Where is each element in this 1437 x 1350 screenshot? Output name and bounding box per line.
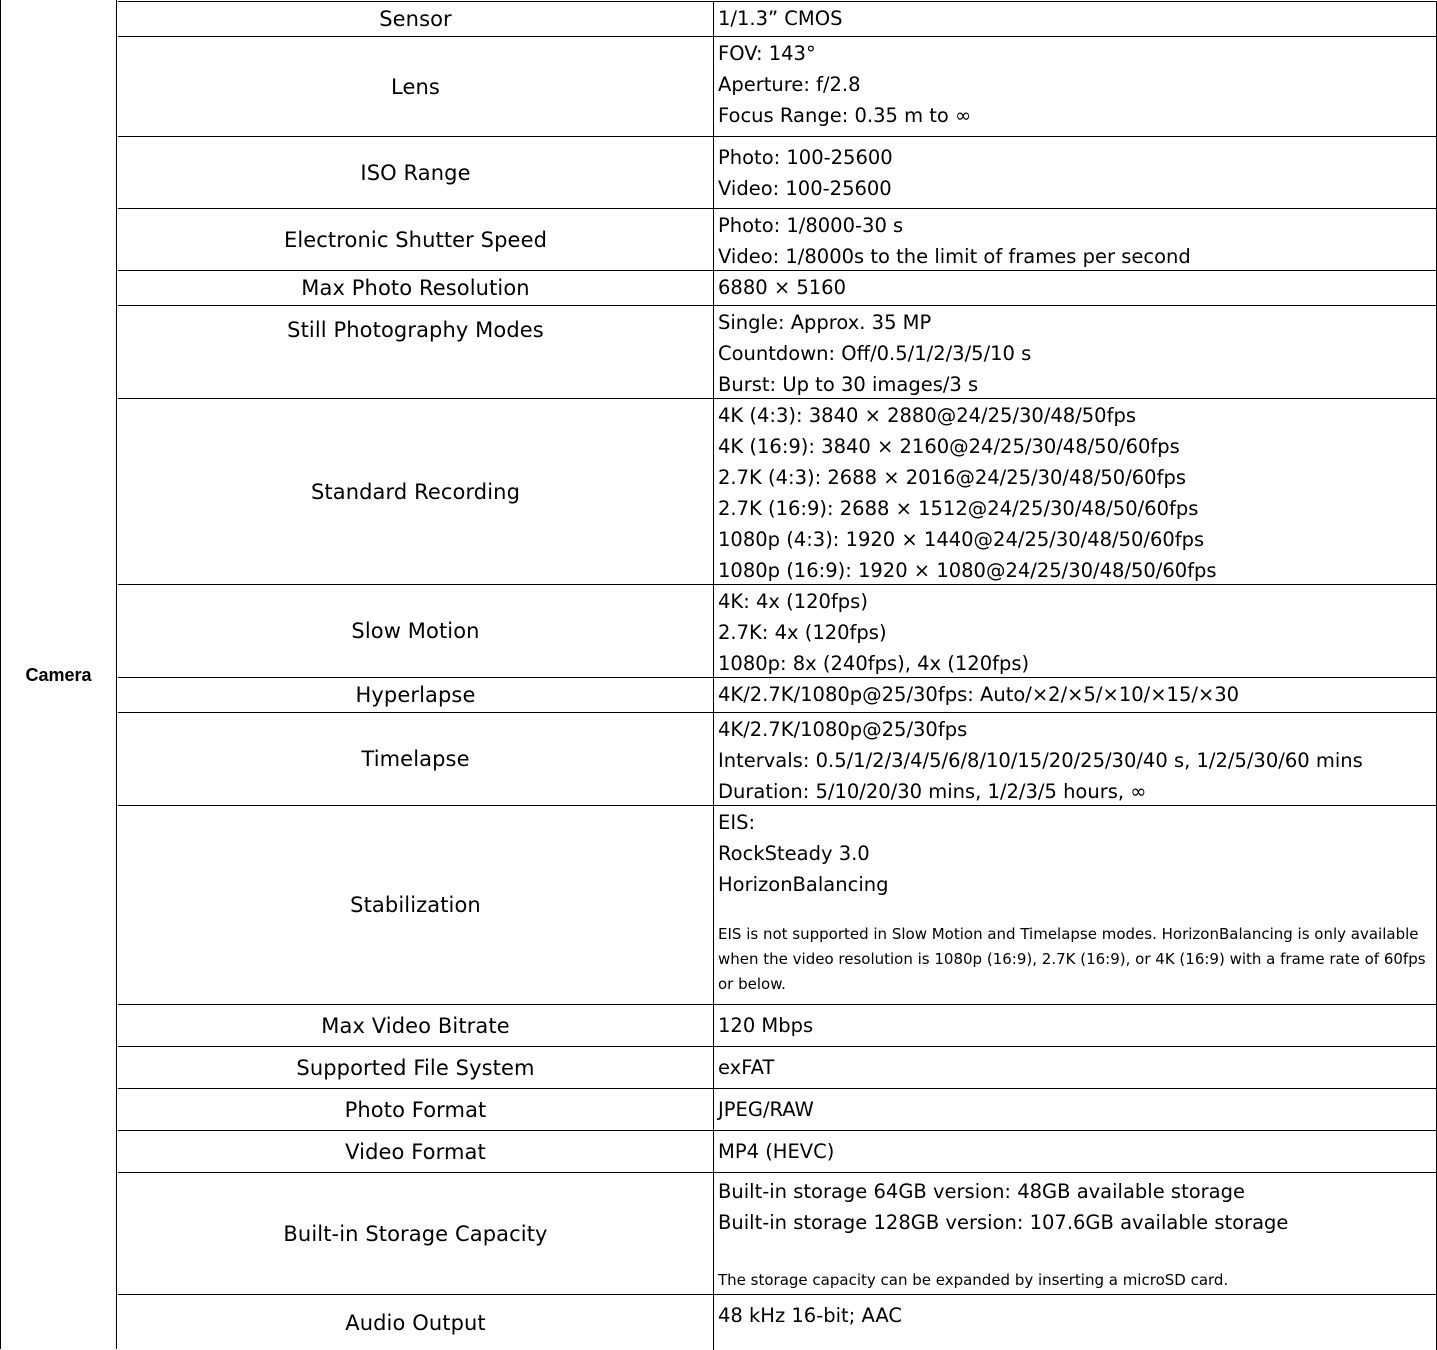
value-line: EIS: [718, 811, 756, 834]
value-line: Built-in storage 128GB version: 107.6GB available storage [718, 1211, 1289, 1234]
value-line: Video: 1/8000s to the limit of frames per second [718, 245, 1191, 268]
table-row [118, 271, 1436, 306]
spec-label: Slow Motion [118, 585, 714, 677]
spec-label: Still Photography Modes [118, 306, 714, 398]
value-line: 2.7K (16:9): 2688 × 1512@24/25/30/48/50/60fps [718, 497, 1199, 520]
value-line: Countdown: Off/0.5/1/2/3/5/10 s [718, 342, 1032, 365]
spec-value [714, 585, 1436, 677]
spec-label: Max Photo Resolution [118, 271, 714, 305]
table-row [118, 399, 1436, 585]
value-line: 2.7K: 4x (120fps) [718, 621, 887, 644]
value-line: 120 Mbps [718, 1014, 814, 1037]
value-line: 4K: 4x (120fps) [718, 590, 868, 613]
spec-value [714, 399, 1436, 584]
spec-value [714, 271, 1436, 305]
spec-value [714, 678, 1436, 712]
value-line: Duration: 5/10/20/30 mins, 1/2/3/5 hours, ∞ [718, 780, 1147, 803]
spec-label: Max Video Bitrate [118, 1005, 714, 1046]
spec-value [714, 713, 1436, 805]
table-row [118, 1047, 1436, 1089]
spec-label: Lens [118, 37, 714, 136]
table-row [118, 37, 1436, 137]
value-line: Burst: Up to 30 images/3 s [718, 373, 979, 396]
value-line: Built-in storage 64GB version: 48GB available storage [718, 1180, 1245, 1203]
spec-value [714, 1295, 1436, 1350]
spec-value [714, 806, 1436, 1004]
table-row [118, 1295, 1436, 1350]
table-row [118, 209, 1436, 271]
table-row [118, 1005, 1436, 1047]
value-line: exFAT [718, 1056, 775, 1079]
spec-value [714, 306, 1436, 398]
value-line: 1080p (16:9): 1920 × 1080@24/25/30/48/50/60fps [718, 559, 1217, 582]
spec-value [714, 1089, 1436, 1130]
spec-value [714, 209, 1436, 270]
spec-label: Supported File System [118, 1047, 714, 1088]
value-note: The storage capacity can be expanded by inserting a microSD card. [718, 1271, 1229, 1289]
spec-value [714, 1173, 1436, 1294]
spec-value [714, 1047, 1436, 1088]
value-line: 1080p (4:3): 1920 × 1440@24/25/30/48/50/60fps [718, 528, 1205, 551]
spec-label: Built-in Storage Capacity [118, 1173, 714, 1294]
spec-label: Audio Output [118, 1295, 714, 1350]
spec-value [714, 1131, 1436, 1172]
value-line: 4K (4:3): 3840 × 2880@24/25/30/48/50fps [718, 404, 1136, 427]
spec-label: Stabilization [118, 806, 714, 1004]
spec-value [714, 37, 1436, 136]
value-line: Photo: 100-25600 [718, 146, 893, 169]
value-line: 6880 × 5160 [718, 276, 846, 299]
value-line: 1/1.3” CMOS [718, 7, 843, 30]
value-line: 1080p: 8x (240fps), 4x (120fps) [718, 652, 1030, 675]
table-row [118, 1173, 1436, 1295]
value-line: HorizonBalancing [718, 873, 889, 896]
table-row [118, 1131, 1436, 1173]
spec-table [118, 1, 1437, 1350]
category-cell [0, 0, 117, 1349]
value-line: MP4 (HEVC) [718, 1140, 835, 1163]
value-line: 48 kHz 16-bit; AAC [718, 1304, 902, 1327]
table-row [118, 806, 1436, 1005]
value-line: Single: Approx. 35 MP [718, 311, 932, 334]
spec-label: Electronic Shutter Speed [118, 209, 714, 270]
value-line: RockSteady 3.0 [718, 842, 870, 865]
value-line: 2.7K (4:3): 2688 × 2016@24/25/30/48/50/60fps [718, 466, 1186, 489]
table-row [118, 2, 1436, 37]
value-line: 4K (16:9): 3840 × 2160@24/25/30/48/50/60fps [718, 435, 1180, 458]
spec-value [714, 2, 1436, 36]
spec-label: Hyperlapse [118, 678, 714, 712]
spec-label: ISO Range [118, 137, 714, 208]
table-row [118, 137, 1436, 209]
spec-label: Timelapse [118, 713, 714, 805]
spec-label: Video Format [118, 1131, 714, 1172]
value-line: 4K/2.7K/1080p@25/30fps: Auto/×2/×5/×10/×15/×30 [718, 683, 1240, 706]
table-row [118, 1089, 1436, 1131]
value-line: JPEG/RAW [718, 1098, 814, 1121]
value-line: FOV: 143° [718, 42, 816, 65]
spec-label: Sensor [118, 2, 714, 36]
table-row [118, 585, 1436, 678]
spec-value [714, 137, 1436, 208]
table-row [118, 306, 1436, 399]
value-line: Photo: 1/8000-30 s [718, 214, 904, 237]
value-note: EIS is not supported in Slow Motion and Timelapse modes. HorizonBalancing is only available when the video resolution is 1080p (16:9), 2.7K (16:9), or 4K (16:9) with a frame rate of 60fps or below. [718, 925, 1426, 993]
value-line: Video: 100-25600 [718, 177, 892, 200]
spec-label: Standard Recording [118, 399, 714, 584]
spec-label: Photo Format [118, 1089, 714, 1130]
spec-value [714, 1005, 1436, 1046]
category-label: Camera [25, 665, 92, 685]
table-row [118, 713, 1436, 806]
value-line: 4K/2.7K/1080p@25/30fps [718, 718, 968, 741]
value-line: Aperture: f/2.8 [718, 73, 861, 96]
table-row [118, 678, 1436, 713]
value-line: Intervals: 0.5/1/2/3/4/5/6/8/10/15/20/25/30/40 s, 1/2/5/30/60 mins [718, 749, 1363, 772]
value-line: Focus Range: 0.35 m to ∞ [718, 104, 972, 127]
